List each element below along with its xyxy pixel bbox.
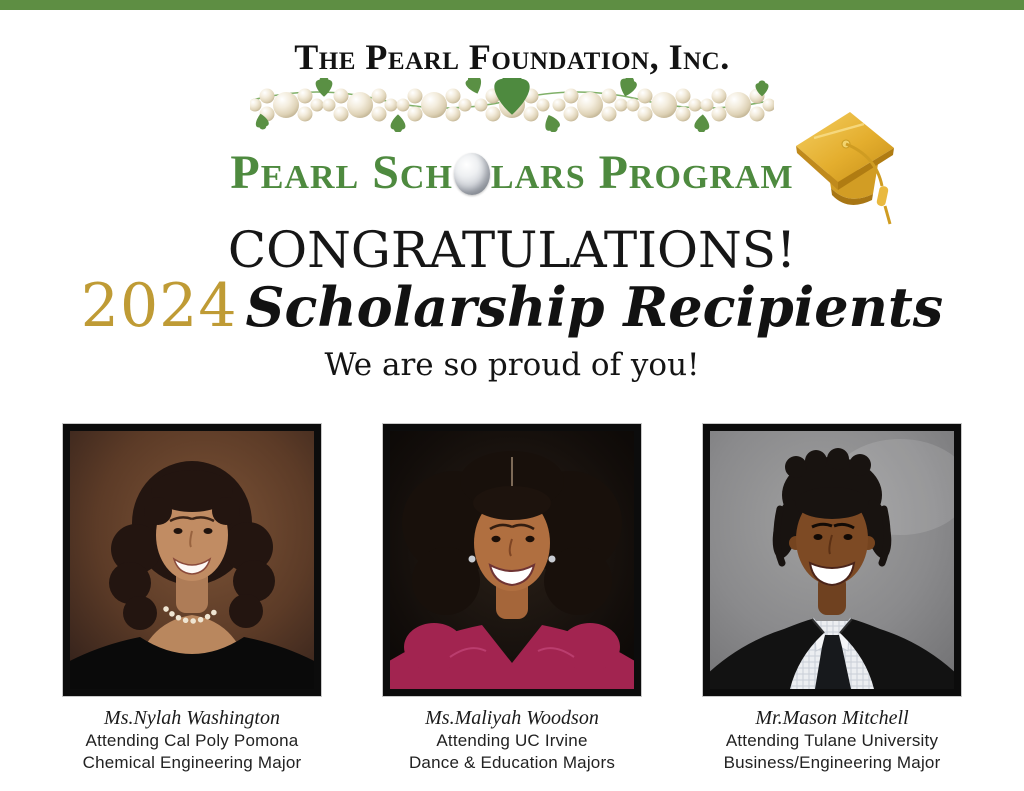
recipient-card-maliyah: [383, 424, 641, 774]
recipients-heading: [0, 270, 1024, 341]
recipient-major: Chemical Engineering Major: [82, 752, 302, 772]
portrait-illustration-maliyah: [390, 431, 634, 689]
recipient-card-nylah: [63, 424, 321, 774]
message-text: We are so proud of you!: [324, 346, 700, 383]
pearls-and-ivy-divider-icon: [250, 78, 774, 132]
recipient-name: Ms.Maliyah Woodson: [425, 707, 599, 730]
recipient-name: Ms.Nylah Washington: [104, 707, 280, 730]
caption-mason: [703, 707, 961, 774]
recipient-school: Attending Cal Poly Pomona: [85, 731, 299, 751]
caption-nylah: [63, 707, 321, 774]
recipient-major: Business/Engineering Major: [723, 752, 941, 772]
caption-maliyah: [383, 707, 641, 774]
year-text: 2024: [80, 270, 238, 341]
portrait-photo-mason: [703, 424, 961, 696]
recipient-school: Attending UC Irvine: [436, 731, 588, 751]
top-green-bar: [0, 0, 1024, 10]
recipients-row: [0, 424, 1024, 774]
recipient-name: Mr.Mason Mitchell: [755, 707, 909, 730]
portrait-photo-maliyah: [383, 424, 641, 696]
portrait-photo-nylah: [63, 424, 321, 696]
org-title: The Pearl Foundation, Inc.: [294, 37, 730, 77]
program-title-right: lars Program: [490, 145, 794, 199]
portrait-illustration-nylah: [70, 431, 314, 689]
graduation-cap-icon: [786, 100, 904, 226]
recipient-card-mason: [703, 424, 961, 774]
pearl-icon: [454, 153, 490, 195]
subtitle-script-text: Scholarship Recipients: [245, 274, 944, 339]
congratulations-heading: CONGRATULATIONS!: [227, 220, 797, 279]
recipient-school: Attending Tulane University: [725, 731, 939, 751]
program-title-left: Pearl Sch: [230, 145, 453, 199]
portrait-illustration-mason: [710, 431, 954, 689]
recipient-major: Dance & Education Majors: [408, 752, 616, 772]
